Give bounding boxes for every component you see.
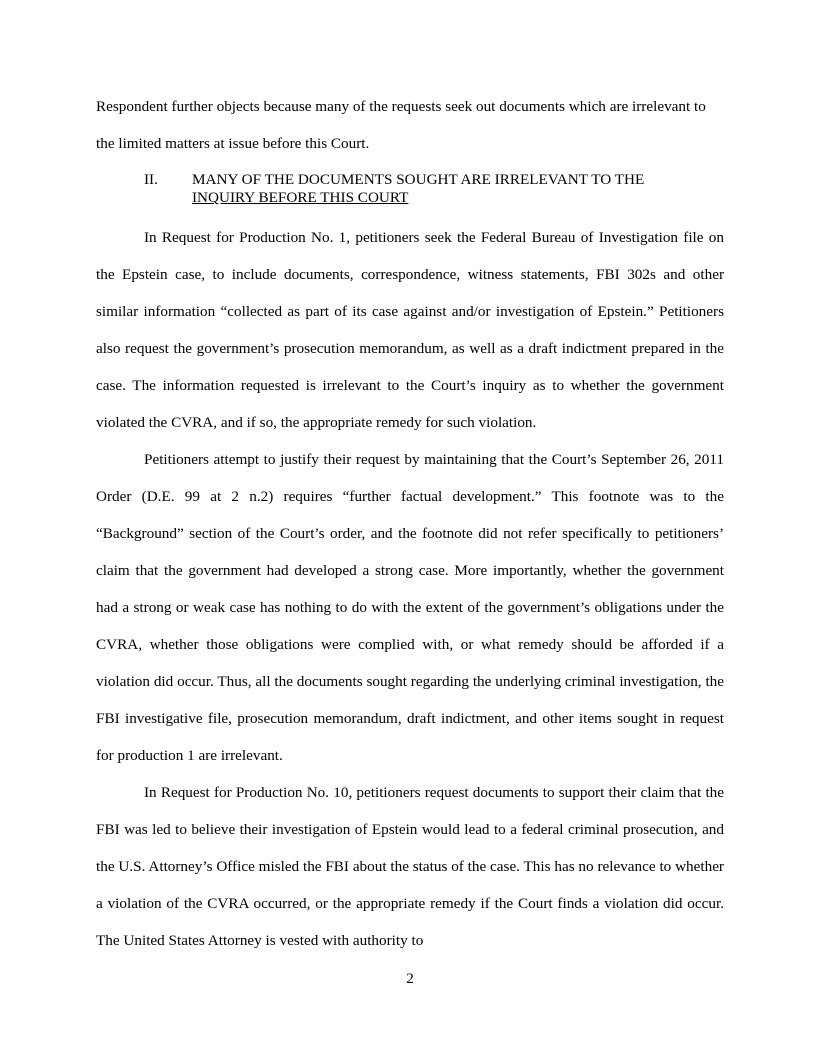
intro-paragraph: Respondent further objects because many of the requests seek out documents which are irrelevant to the limited matters at issue before this Court. (96, 98, 706, 152)
body-text (96, 219, 724, 959)
document-page (96, 0, 724, 1056)
section-heading-text (192, 171, 704, 207)
section-heading-number: II. (144, 171, 158, 188)
section-heading (144, 171, 704, 207)
paragraph-request-1: In Request for Production No. 1, petitioners seek the Federal Bureau of Investigation file on the Epstein case, to include documents, correspondence, witness statements, FBI 302s and other similar information “collected as part of its case against and/or investigation of Epstein.” Petitioners also request the government’s prosecution memorandum, as well as a draft indictment prepared in the case. The information requested is irrelevant to the Court’s inquiry as to whether the government violated the CVRA, and if so, the appropriate remedy for such violation. (96, 229, 724, 431)
paragraph-justification: Petitioners attempt to justify their request by maintaining that the Court’s September 26, 2011 Order (D.E. 99 at 2 n.2) requires “further factual development.” This footnote was to the “Background” section of the Court’s order, and the footnote did not refer specifically to petitioners’ claim that the government had developed a strong case. More importantly, whether the government had a strong or weak case has nothing to do with the extent of the government’s obligations under the CVRA, whether those obligations were complied with, or what remedy should be afforded if a violation did occur. Thus, all the documents sought regarding the underlying criminal investigation, the FBI investigative file, prosecution memorandum, draft indictment, and other items sought in request for production 1 are irrelevant. (96, 451, 724, 764)
paragraph-request-10: In Request for Production No. 10, petitioners request documents to support their claim that the FBI was led to believe their investigation of Epstein would lead to a federal criminal prosecution, and the U.S. Attorney’s Office misled the FBI about the status of the case. This has no relevance to whether a violation of the CVRA occurred, or the appropriate remedy if the Court finds a violation did occur. The United States Attorney is vested with authority to (96, 784, 724, 949)
section-heading-line1: MANY OF THE DOCUMENTS SOUGHT ARE IRRELEVANT TO THE (192, 171, 645, 188)
page-number: 2 (406, 970, 414, 987)
section-heading-line2: INQUIRY BEFORE THIS COURT (192, 189, 409, 206)
